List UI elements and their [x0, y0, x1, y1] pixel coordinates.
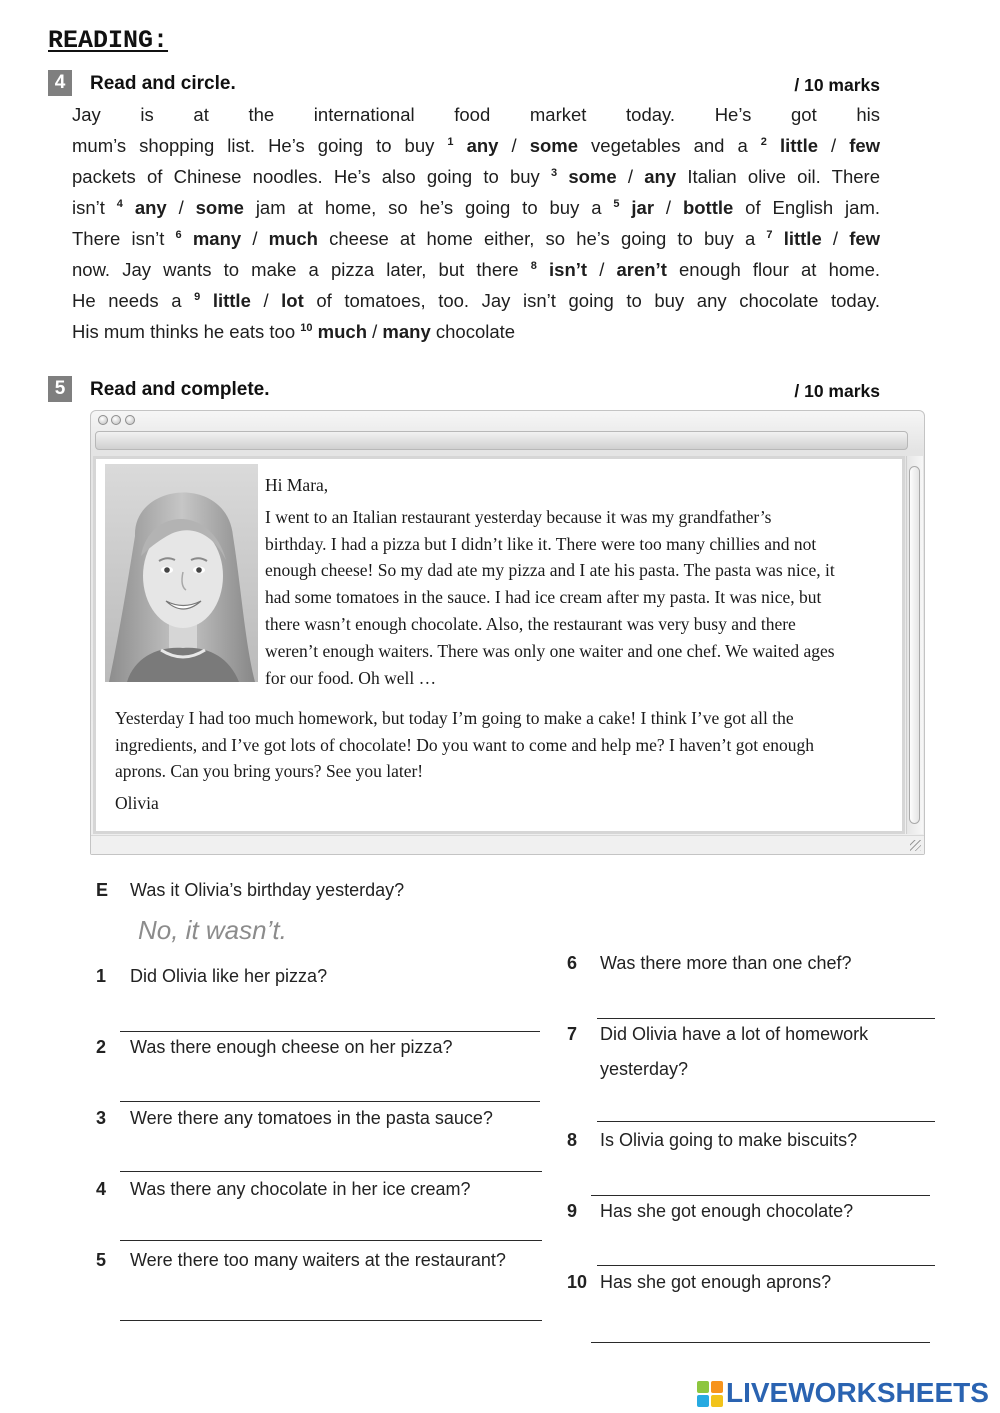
logo-square [711, 1381, 723, 1393]
email-line: enough cheese! So my dad ate my pizza and I ate his pasta. The pasta was nice, it [265, 560, 835, 580]
question-text-continued: yesterday? [600, 1059, 689, 1079]
question-number: 1 [96, 966, 107, 986]
choice-option[interactable]: few [849, 135, 881, 156]
resize-grip-icon[interactable] [910, 840, 921, 851]
passage-text: / [587, 259, 617, 280]
passage-text: / [616, 166, 645, 187]
email-line: Yesterday I had too much homework, but today I’m going to make a cake! I think I’ve got all the [115, 708, 794, 728]
choice-option[interactable]: much [317, 321, 367, 342]
passage-text: jam at home, so he’s going to buy a [243, 197, 614, 218]
email-line: birthday. I had a pizza but I didn’t like it. There were too many chillies and not [265, 534, 817, 554]
item-number: 2 [760, 136, 767, 148]
question-number: 9 [567, 1201, 578, 1221]
choice-option[interactable]: some [529, 135, 579, 156]
choice-option[interactable]: some [195, 197, 244, 218]
question-text: Did Olivia like her pizza? [130, 966, 328, 986]
passage-text: of English jam. [733, 197, 880, 218]
choice-option[interactable]: aren’t [616, 259, 667, 280]
answer-input-5[interactable] [120, 1291, 542, 1321]
passage-line [72, 196, 880, 220]
choice-option[interactable]: some [568, 166, 617, 187]
example-answer: No, it wasn’t. [138, 915, 287, 945]
section-5-title: Read and complete. [90, 379, 270, 400]
choice-option[interactable]: little [212, 290, 251, 311]
passage-text: / [250, 290, 282, 311]
circle-passage [72, 103, 880, 353]
passage-text [123, 197, 135, 218]
choice-option[interactable]: jar [631, 197, 655, 218]
question-text: Did Olivia have a lot of homework [600, 1024, 869, 1044]
question-number: 8 [567, 1130, 578, 1150]
item-number: 8 [530, 260, 537, 272]
passage-text: Italian olive oil. There [676, 166, 881, 187]
liveworksheets-logo-icon [697, 1381, 723, 1407]
email-line: weren’t enough waiters. There was only one waiter and one chef. We waited ages [265, 641, 835, 661]
item-number: 3 [551, 167, 558, 179]
passage-text: / [498, 135, 530, 156]
choice-option[interactable]: any [466, 135, 499, 156]
question-number: 5 [96, 1250, 107, 1270]
section-5-number-badge: 5 [48, 376, 72, 402]
answer-input-1[interactable] [120, 1002, 540, 1032]
passage-text [454, 135, 467, 156]
answer-input-9[interactable] [597, 1236, 935, 1266]
email-line: for our food. Oh well … [265, 668, 437, 688]
passage-line [72, 134, 880, 158]
choice-option[interactable]: many [382, 321, 431, 342]
liveworksheets-logo-text: LIVEWORKSHEETS [726, 1377, 989, 1408]
answer-input-2[interactable] [120, 1072, 540, 1102]
item-number: 1 [447, 136, 454, 148]
question-text: Were there too many waiters at the restaurant? [130, 1250, 506, 1270]
answer-input-3[interactable] [120, 1142, 542, 1172]
window-zoom-button[interactable] [125, 415, 135, 425]
question-text: Has she got enough aprons? [600, 1272, 832, 1292]
choice-option[interactable]: any [644, 166, 677, 187]
item-number: 7 [766, 229, 773, 241]
email-line: there wasn’t enough chocolate. Also, the restaurant was very busy and there [265, 614, 796, 634]
email-signature: Olivia [115, 793, 159, 813]
passage-text: / [818, 135, 850, 156]
question-number: 3 [96, 1108, 107, 1128]
passage-text: Jay is at the international food market today. He’s got his [72, 104, 880, 125]
window-close-button[interactable] [98, 415, 108, 425]
passage-text [182, 228, 193, 249]
question-text: Were there any tomatoes in the pasta sauce? [130, 1108, 493, 1128]
choice-option[interactable]: lot [281, 290, 304, 311]
answer-input-8[interactable] [591, 1166, 930, 1196]
example-question: Was it Olivia’s birthday yesterday? [130, 880, 405, 900]
item-number: 10 [300, 322, 313, 334]
choice-option[interactable]: bottle [682, 197, 734, 218]
logo-square [711, 1395, 723, 1407]
choice-option[interactable]: little [783, 228, 822, 249]
section-4-number-badge: 4 [48, 70, 72, 96]
question-text: Is Olivia going to make biscuits? [600, 1130, 858, 1150]
item-number: 4 [116, 198, 123, 210]
passage-line [72, 258, 880, 282]
passage-line [72, 320, 880, 344]
passage-text [200, 290, 213, 311]
question-text: Was there more than one chef? [600, 953, 852, 973]
question-number: 2 [96, 1037, 107, 1057]
question-text: Was there enough cheese on her pizza? [130, 1037, 453, 1057]
passage-line [72, 289, 880, 313]
passage-line [72, 103, 880, 127]
example-label: E [96, 880, 109, 900]
window-minimize-button[interactable] [111, 415, 121, 425]
passage-text [537, 259, 549, 280]
passage-text: chocolate [430, 321, 516, 342]
passage-text: He needs a [72, 290, 195, 311]
passage-text: mum’s shopping list. He’s going to buy [72, 135, 448, 156]
passage-text: cheese at home either, so he’s going to buy a [317, 228, 767, 249]
email-greeting: Hi Mara, [265, 475, 329, 495]
passage-line [72, 227, 880, 251]
email-line: aprons. Can you bring yours? See you later! [115, 761, 424, 781]
question-number: 4 [96, 1179, 107, 1199]
choice-option[interactable]: much [268, 228, 318, 249]
passage-text: / [367, 321, 383, 342]
choice-option[interactable]: little [779, 135, 818, 156]
section-4-marks: / 10 marks [794, 75, 880, 95]
answer-input-6[interactable] [597, 989, 935, 1019]
question-text: Was there any chocolate in her ice cream? [130, 1179, 471, 1199]
logo-square [697, 1381, 709, 1393]
question-number: 10 [567, 1272, 588, 1292]
item-number: 9 [194, 291, 201, 303]
passage-text: isn’t [72, 197, 117, 218]
question-number: 6 [567, 953, 578, 973]
scrollbar-thumb[interactable] [909, 466, 920, 824]
item-number: 5 [613, 198, 620, 210]
window-status-bar [91, 835, 924, 854]
passage-line [72, 165, 880, 189]
passage-text: / [241, 228, 269, 249]
passage-text: His mum thinks he eats too [72, 321, 301, 342]
olivia-photo [105, 464, 258, 682]
choice-option[interactable]: many [192, 228, 242, 249]
photo-pupil [164, 567, 170, 573]
passage-text: / [654, 197, 683, 218]
choice-option[interactable]: any [134, 197, 167, 218]
answer-input-7[interactable] [597, 1092, 935, 1122]
passage-text: / [166, 197, 196, 218]
passage-text [620, 197, 632, 218]
question-text: Has she got enough chocolate? [600, 1201, 854, 1221]
email-line: ingredients, and I’ve got lots of chocolate! Do you want to come and help me? I haven’t got enough [115, 735, 814, 755]
passage-text: of tomatoes, too. Jay isn’t going to buy any chocolate today. [303, 290, 880, 311]
choice-option[interactable]: few [849, 228, 881, 249]
passage-text [767, 135, 780, 156]
passage-text: packets of Chinese noodles. He’s also going to buy [72, 166, 551, 187]
logo-square [697, 1395, 709, 1407]
choice-option[interactable]: isn’t [549, 259, 588, 280]
photo-pupil [196, 567, 202, 573]
passage-text: There isn’t [72, 228, 176, 249]
email-line: I went to an Italian restaurant yesterday because it was my grandfather’s [265, 507, 772, 527]
item-number: 6 [175, 229, 182, 241]
email-scrollbar[interactable] [906, 456, 923, 834]
answer-input-4[interactable] [120, 1211, 542, 1241]
section-4-title: Read and circle. [90, 73, 236, 94]
reading-heading: READING: [48, 26, 169, 55]
section-5-marks: / 10 marks [794, 381, 880, 401]
passage-text: / [821, 228, 850, 249]
email-line: had some tomatoes in the sauce. I had ice cream after my pasta. It was nice, but [265, 587, 822, 607]
passage-text [773, 228, 784, 249]
passage-text [557, 166, 568, 187]
passage-text: now. Jay wants to make a pizza later, but there [72, 259, 531, 280]
email-body [93, 456, 905, 834]
window-toolbar [95, 431, 908, 450]
answer-input-10[interactable] [591, 1313, 930, 1343]
passage-text: vegetables and a [578, 135, 761, 156]
question-number: 7 [567, 1024, 578, 1044]
passage-text: enough flour at home. [666, 259, 881, 280]
